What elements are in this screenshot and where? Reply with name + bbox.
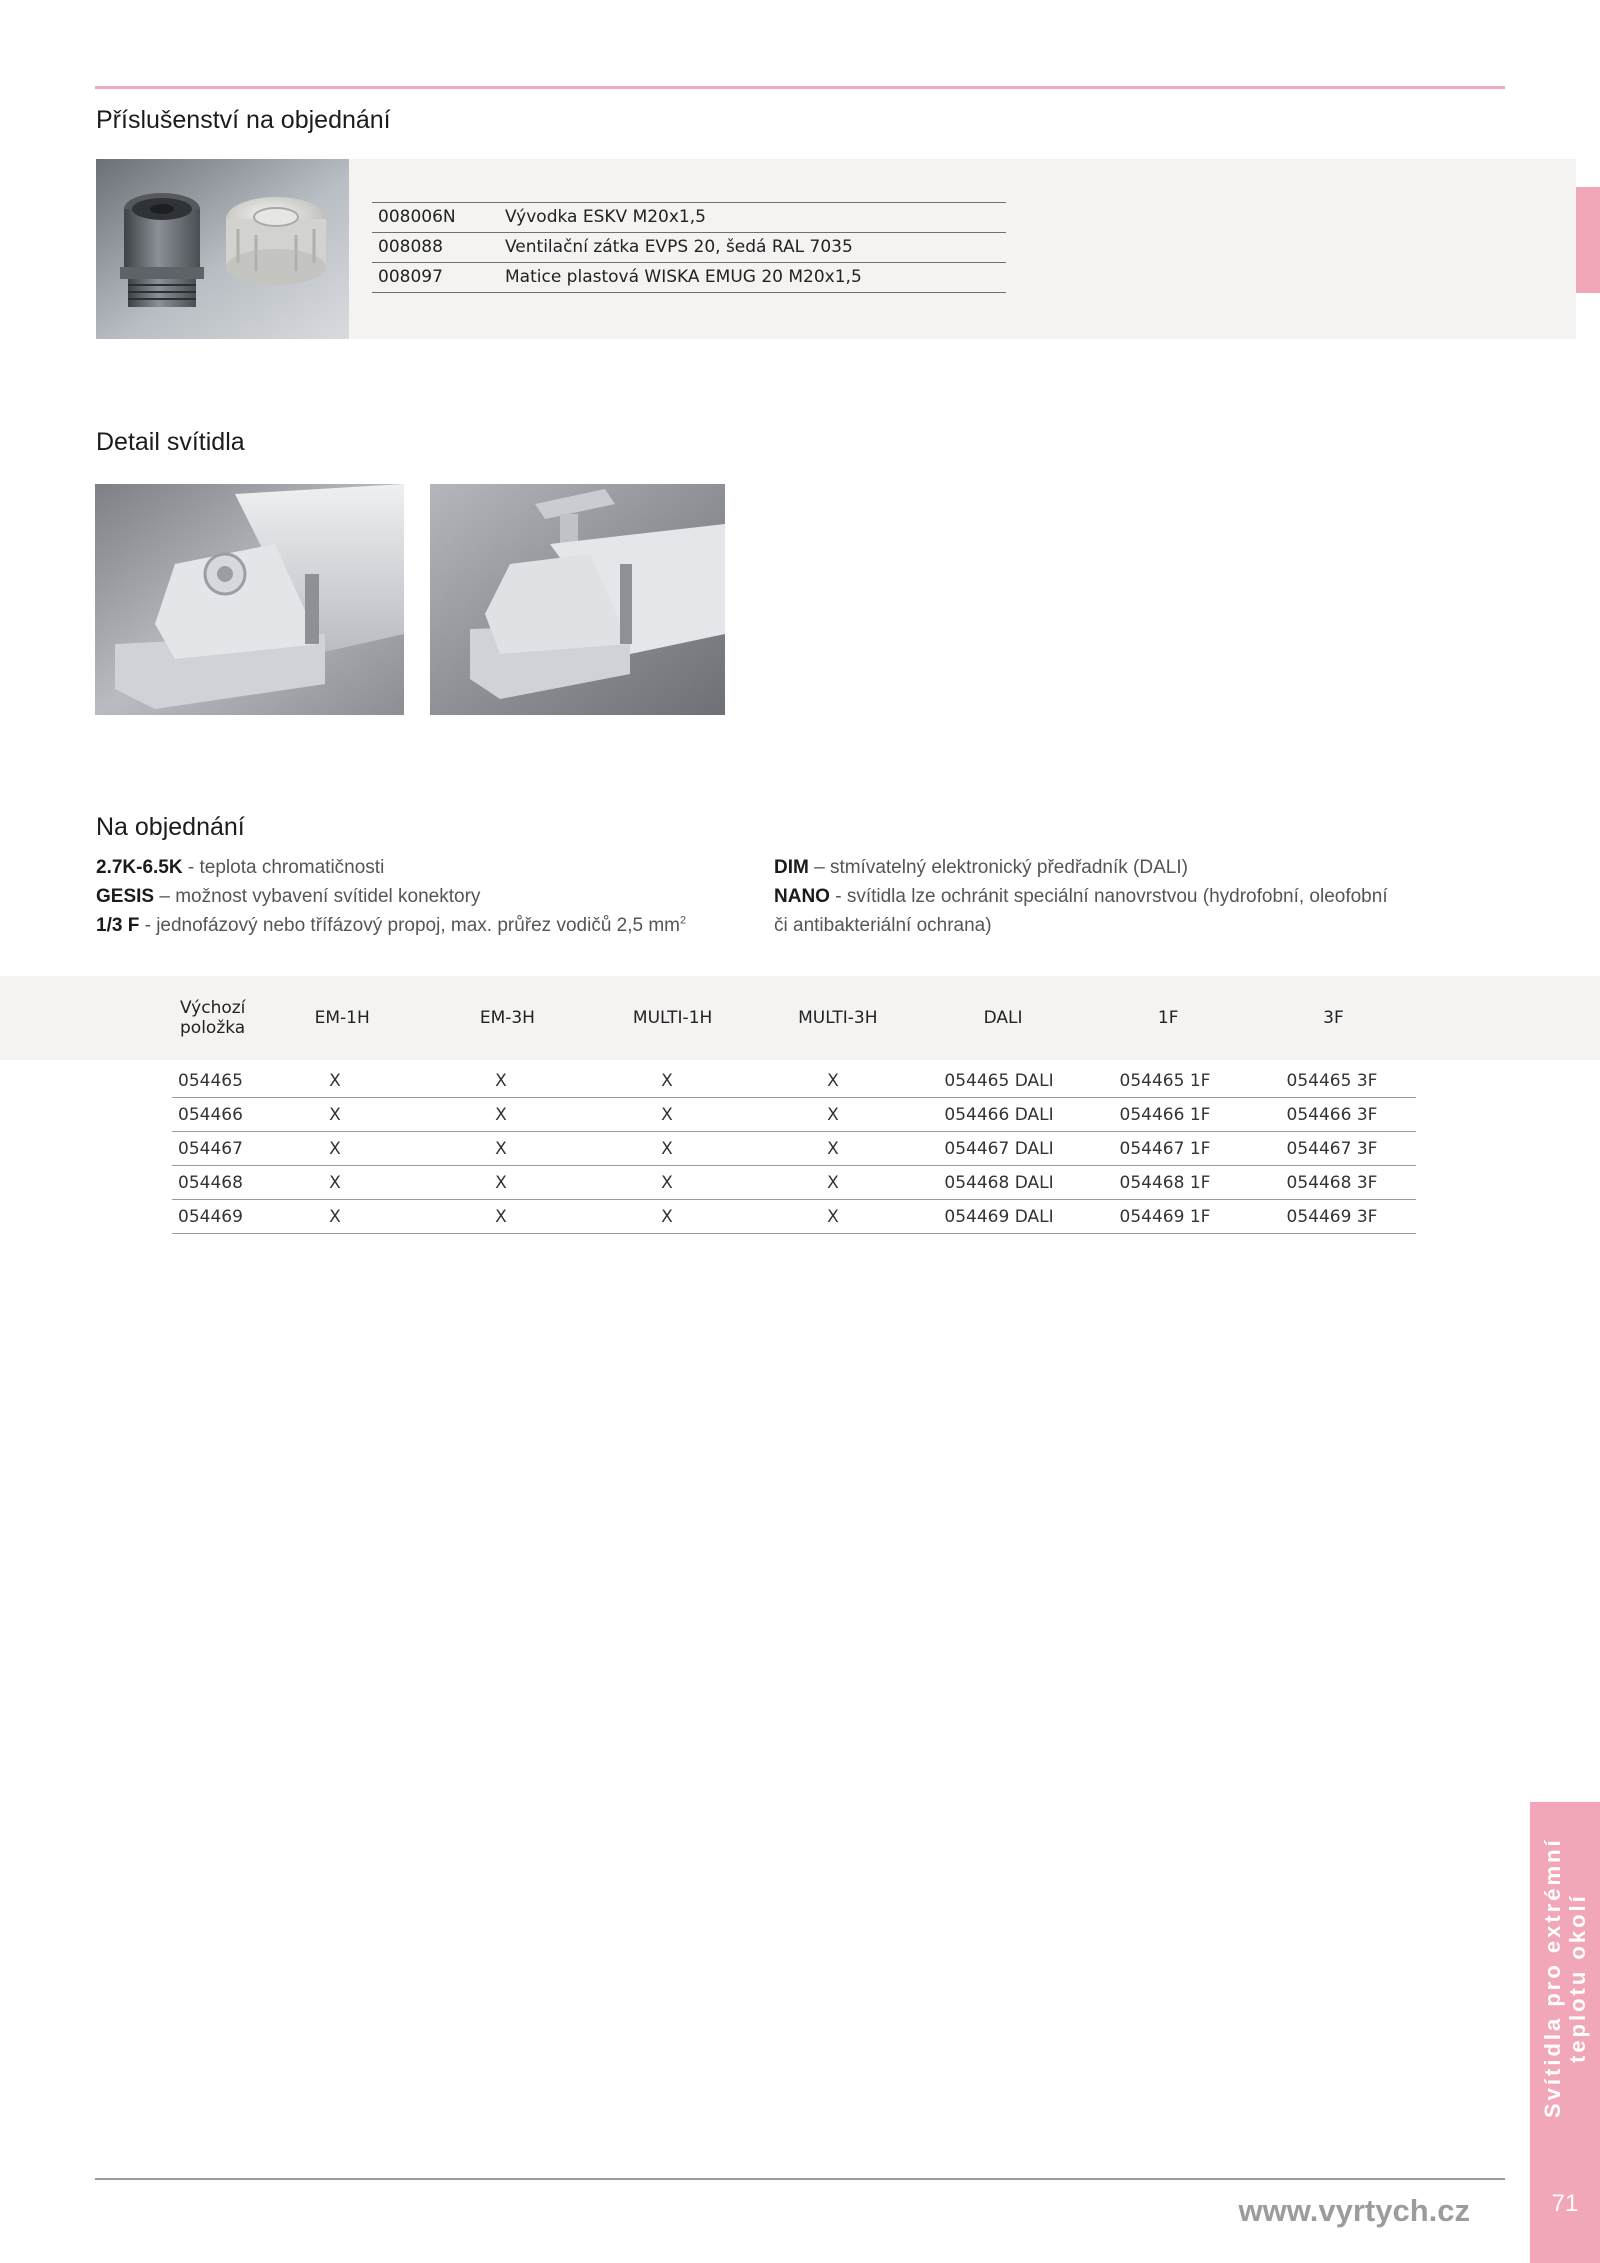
- chapter-label-text: Svítidla pro extrémní teplotu okolí: [1540, 1837, 1590, 2119]
- table-cell: X: [418, 1064, 584, 1098]
- table-cell: X: [252, 1132, 418, 1166]
- table-cell: X: [750, 1166, 916, 1200]
- column-header: MULTI-1H: [632, 1008, 713, 1028]
- table-cell: 054465 3F: [1248, 1064, 1416, 1098]
- option-text: - jednofázový nebo třífázový propoj, max. průřez vodičů 2,5 mm: [139, 915, 681, 936]
- table-cell: X: [252, 1064, 418, 1098]
- accessories-title: Příslušenství na objednání: [96, 106, 391, 134]
- option-term: DIM: [774, 857, 809, 878]
- table-cell: 054466 3F: [1248, 1098, 1416, 1132]
- option-gesis: [96, 882, 766, 911]
- order-table-header: [172, 976, 1416, 1060]
- column-header: MULTI-3H: [798, 1008, 878, 1028]
- table-cell: X: [584, 1132, 750, 1166]
- table-row: [172, 1132, 1416, 1166]
- page-number: 71: [1551, 2190, 1579, 2217]
- table-cell: X: [252, 1200, 418, 1234]
- accessory-name: Ventilační zátka EVPS 20, šedá RAL 7035: [499, 233, 1006, 263]
- luminaire-detail-photo: [95, 484, 404, 715]
- table-cell: 054469 DALI: [916, 1200, 1082, 1234]
- option-color-temperature: [96, 853, 766, 882]
- table-cell: 054466 1F: [1082, 1098, 1248, 1132]
- table-cell: X: [418, 1200, 584, 1234]
- option-dim: [774, 853, 1494, 882]
- option-nano: [774, 882, 1494, 911]
- table-cell: 054467 3F: [1248, 1132, 1416, 1166]
- option-text: – stmívatelný elektronický předřadník (DALI): [808, 857, 1188, 878]
- table-cell: X: [418, 1098, 584, 1132]
- column-header: EM-3H: [479, 1008, 535, 1028]
- options-title: Na objednání: [96, 813, 245, 841]
- website-link[interactable]: www.vyrtych.cz: [1238, 2193, 1470, 2228]
- option-superscript: 2: [680, 914, 687, 927]
- column-header: DALI: [983, 1008, 1023, 1028]
- luminaire-detail-bracket-photo: [430, 484, 725, 715]
- column-header: 3F: [1323, 1008, 1344, 1028]
- table-cell: 054467: [172, 1132, 252, 1166]
- table-cell: 054466: [172, 1098, 252, 1132]
- option-nano-continued: [774, 911, 1494, 940]
- table-cell: 054465 DALI: [916, 1064, 1082, 1098]
- table-cell: 054469 3F: [1248, 1200, 1416, 1234]
- chapter-label: [1530, 1802, 1600, 2154]
- table-cell: 054467 DALI: [916, 1132, 1082, 1166]
- table-row: [372, 233, 1006, 263]
- column-header: EM-1H: [314, 1008, 370, 1028]
- order-table: [172, 1064, 1416, 1234]
- table-cell: 054468 1F: [1082, 1166, 1248, 1200]
- option-term: 1/3 F: [96, 915, 140, 936]
- column-header: 1F: [1157, 1008, 1179, 1028]
- top-divider: [95, 86, 1505, 89]
- table-cell: 054468: [172, 1166, 252, 1200]
- table-cell: X: [750, 1098, 916, 1132]
- table-cell: 054466 DALI: [916, 1098, 1082, 1132]
- accessory-code: 008006N: [372, 203, 499, 233]
- table-cell: X: [750, 1132, 916, 1166]
- options-list-left: [96, 853, 766, 940]
- table-cell: 054465 1F: [1082, 1064, 1248, 1098]
- option-term: NANO: [774, 886, 830, 907]
- table-row: [172, 1200, 1416, 1234]
- option-phase: [96, 911, 766, 940]
- table-cell: X: [252, 1166, 418, 1200]
- table-cell: X: [418, 1132, 584, 1166]
- table-cell: 054467 1F: [1082, 1132, 1248, 1166]
- table-cell: X: [584, 1166, 750, 1200]
- table-cell: 054468 DALI: [916, 1166, 1082, 1200]
- option-text: - svítidla lze ochránit speciální nanovrstvou (hydrofobní, oleofobní: [829, 886, 1388, 907]
- table-cell: 054469 1F: [1082, 1200, 1248, 1234]
- accessory-name: Vývodka ESKV M20x1,5: [499, 203, 1006, 233]
- table-cell: 054465: [172, 1064, 252, 1098]
- option-term: GESIS: [96, 886, 155, 907]
- table-cell: X: [750, 1064, 916, 1098]
- option-text: - teplota chromatičnosti: [182, 857, 385, 878]
- accessory-code: 008088: [372, 233, 499, 263]
- table-cell: X: [584, 1064, 750, 1098]
- bottom-divider: [95, 2178, 1505, 2180]
- table-row: [172, 1064, 1416, 1098]
- table-row: [172, 1098, 1416, 1132]
- table-cell: X: [750, 1200, 916, 1234]
- table-cell: X: [584, 1200, 750, 1234]
- table-cell: X: [252, 1098, 418, 1132]
- option-text: či antibakteriální ochrana): [774, 915, 992, 936]
- options-list-right: [774, 853, 1494, 940]
- accessories-table: [372, 202, 1006, 293]
- detail-title: Detail svítidla: [96, 428, 245, 456]
- table-cell: X: [584, 1098, 750, 1132]
- table-cell: X: [418, 1166, 584, 1200]
- table-row: [372, 203, 1006, 233]
- cable-gland-photo: [96, 159, 349, 339]
- option-text: – možnost vybavení svítidel konektory: [154, 886, 481, 907]
- column-header: Výchozí položka: [180, 998, 246, 1038]
- accessory-name: Matice plastová WISKA EMUG 20 M20x1,5: [499, 263, 1006, 293]
- table-cell: 054468 3F: [1248, 1166, 1416, 1200]
- table-cell: 054469: [172, 1200, 252, 1234]
- accessory-code: 008097: [372, 263, 499, 293]
- table-row: [372, 263, 1006, 293]
- option-term: 2.7K-6.5K: [96, 857, 183, 878]
- table-row: [172, 1166, 1416, 1200]
